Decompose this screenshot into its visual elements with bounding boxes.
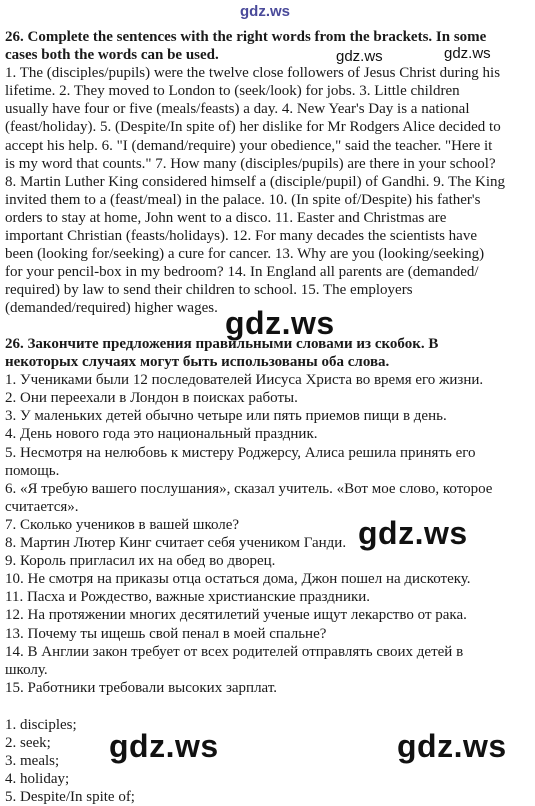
watermark-small: gdz.ws xyxy=(444,45,491,62)
text-line: 7. Сколько учеников в вашей школе? xyxy=(5,516,240,533)
text-line: lifetime. 2. They moved to London to (seek/look) for jobs. 3. Little children xyxy=(5,83,460,100)
text-line: accept his help. 6. "I (demand/require) your obedience," said the teacher. "Here it xyxy=(5,137,493,154)
text-line: 1. The (disciples/pupils) were the twelve close followers of Jesus Christ during his xyxy=(5,65,501,82)
text-line: 13. Почему ты ищешь свой пенал в моей спальне? xyxy=(5,625,327,642)
text-line: important Christian (feasts/holidays). 12. For many decades the scientists have xyxy=(5,228,477,245)
text-line: 3. У маленьких детей обычно четыре или пять приемов пищи в день. xyxy=(5,408,447,425)
text-line: for your pencil-box in my bedroom? 14. In England all parents are (demanded/ xyxy=(5,264,479,281)
text-line: школу. xyxy=(5,661,48,678)
text-line: (demanded/required) higher wages. xyxy=(5,300,218,317)
text-line: 8. Martin Luther King considered himself a (disciple/pupil) of Gandhi. 9. The King xyxy=(5,173,506,190)
text-line: 15. Работники требовали высоких зарплат. xyxy=(5,679,277,696)
title-line: некоторых случаях могут быть использованы оба слова. xyxy=(5,354,390,371)
text-line: invited them to a (feast/meal) in the palace. 10. (In spite of/Despite) his father's xyxy=(5,191,481,208)
english-body xyxy=(5,64,527,317)
watermark-large: gdz.ws xyxy=(397,728,507,764)
text-line: required) by law to send their children to school. 15. The employers xyxy=(5,282,413,299)
text-line: (feast/holiday). 5. (Despite/In spite of) her dislike for Mr Rodgers Alice decided to xyxy=(5,119,501,136)
answer-item: 5. Despite/In spite of; xyxy=(5,789,135,805)
watermark-top: gdz.ws xyxy=(240,3,291,20)
text-line: 6. «Я требую вашего послушания», сказал учитель. «Вот мое слово, которое xyxy=(5,480,493,497)
answer-item: 1. disciples; xyxy=(5,717,77,733)
text-line: 1. Учениками были 12 последователей Иисуса Христа во время его жизни. xyxy=(5,372,484,389)
watermark-large: gdz.ws xyxy=(358,515,468,551)
text-line: 12. На протяжении многих десятилетий ученые ищут лекарство от рака. xyxy=(5,607,467,624)
text-line: 5. Несмотря на нелюбовь к мистеру Роджерсу, Алиса решила принять его xyxy=(5,444,476,461)
title-line: cases both the words can be used. xyxy=(5,47,219,64)
answer-item: 4. holiday; xyxy=(5,771,70,787)
text-line: 11. Пасха и Рождество, важные христианские праздники. xyxy=(5,589,371,606)
text-line: 8. Мартин Лютер Кинг считает себя учеником Ганди. xyxy=(5,535,347,552)
text-line: is my word that counts." 7. How many (disciples/pupils) are there in your school? xyxy=(5,155,496,172)
text-line: считается». xyxy=(5,498,79,515)
english-exercise xyxy=(5,28,527,318)
text-line: orders to stay at home, John went to a disco. 11. Easter and Christmas are xyxy=(5,209,447,226)
text-line: 4. День нового года это национальный праздник. xyxy=(5,426,318,443)
answer-item: 3. meals; xyxy=(5,753,60,769)
text-line: помощь. xyxy=(5,462,60,479)
title-line: 26. Complete the sentences with the right words from the brackets. In some xyxy=(5,29,487,45)
text-line: 10. Не смотря на приказы отца остаться дома, Джон пошел на дискотеку. xyxy=(5,571,471,588)
text-line: 9. Король пригласил их на обед во дворец. xyxy=(5,553,276,570)
answer-item: 2. seek; xyxy=(5,735,51,751)
watermark-large: gdz.ws xyxy=(225,305,335,341)
title-line: 26. Закончите предложения правильными словами из скобок. В xyxy=(5,336,439,352)
text-line: 14. В Англии закон требует от всех родителей отправлять своих детей в xyxy=(5,643,464,660)
text-line: been (looking for/seeking) a cure for cancer. 13. Why are you (looking/seeking) xyxy=(5,246,485,263)
text-line: 2. Они переехали в Лондон в поисках работы. xyxy=(5,390,298,407)
watermark-large: gdz.ws xyxy=(109,728,219,764)
text-line: usually have four or five (meals/feasts) a day. 4. New Year's Day is a national xyxy=(5,101,470,118)
watermark-small: gdz.ws xyxy=(336,48,383,65)
